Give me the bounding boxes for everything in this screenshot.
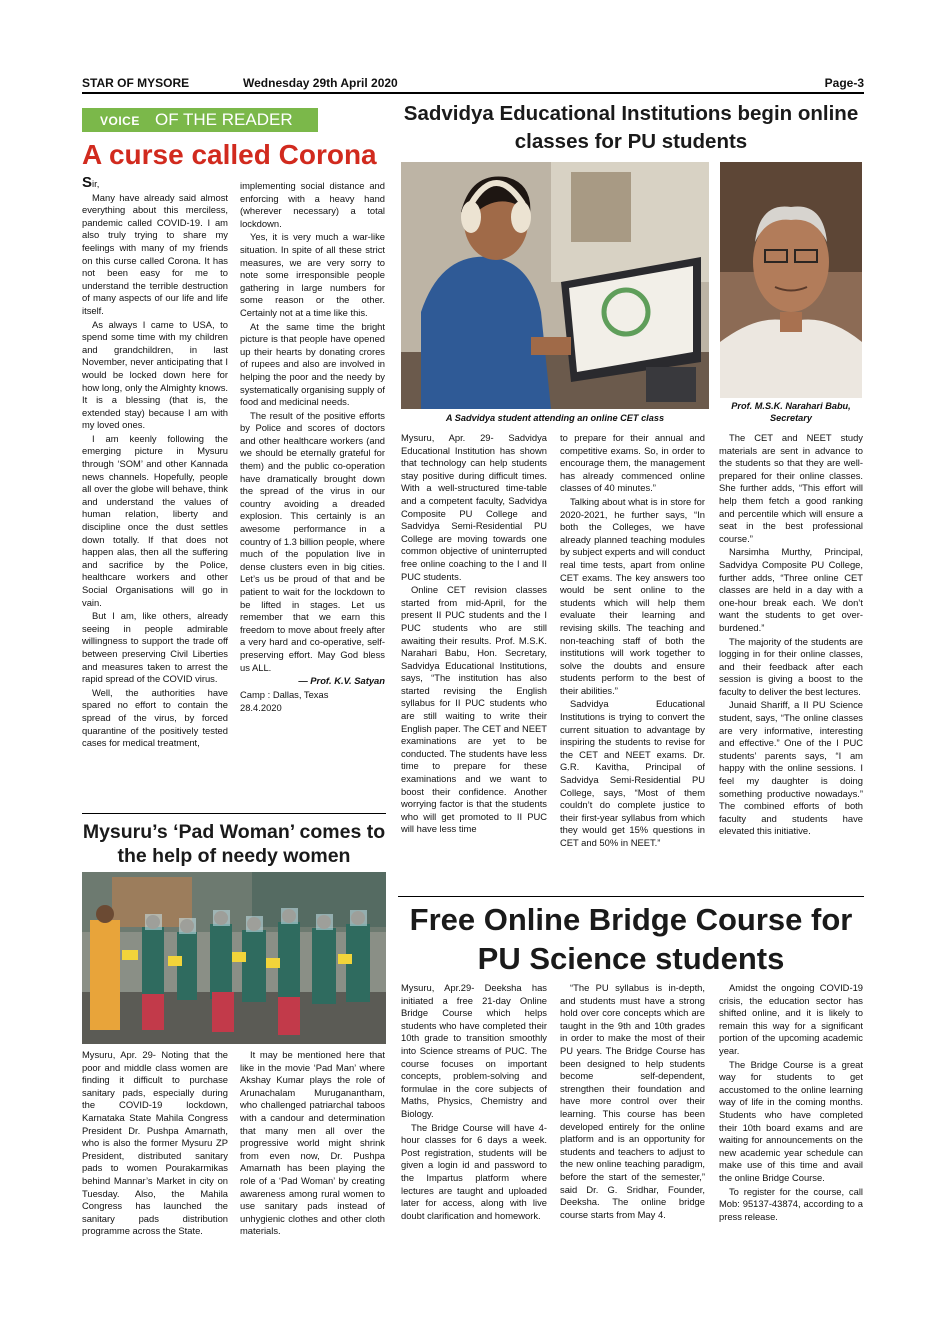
sadvidya-paragraph: Narsimha Murthy, Principal, Sadvidya Composite PU College, further adds, “Three online CET classes are held in a day with a one-hour break each. We don’t want the students to get over-burdened.” — [719, 546, 863, 633]
sadvidya-headline: Sadvidya Educational Institutions begin online classes for PU students — [403, 102, 859, 153]
padwoman-paragraph: Mysuru, Apr. 29- Noting that the poor and middle class women are finding it difficult to purchase sanitary pads, especially during the COVID-19 lockdown, Karnataka State Mahila Congress President Dr. Pushpa Amarnath, who is also the former Mysuru ZP President, distributed sanitary pads to women Pourakarmikas behind Mannar’s Market in city on Tuesday. Also, the Mahila Congress has launched the sanitary pads distribution programme across the State. — [82, 1049, 228, 1237]
voice-kicker-bar — [82, 108, 318, 132]
voice-paragraph: implementing social distance and enforcing with a heavy hand (wherever necessary) a total lockdown. — [240, 180, 385, 229]
padwoman-headline: Mysuru’s ‘Pad Woman’ comes to the help of needy women — [82, 821, 386, 867]
sadvidya-paragraph: to prepare for their annual and competitive exams. So, in order to encourage them, the management has already commenced online classes of 40 minutes.” — [560, 432, 705, 494]
voice-paragraph: The result of the positive efforts by Police and scores of doctors and other healthcare workers (and we should be eternally grateful for them) and the public co-operation have dramatically brought down the spread of the virus in our country avoiding a dreaded explosion. This certainly is an awesome performance in a country of 1.3 billion people, where much of the population live in dense clusters even in big cities. Let’s us be proud of that and be patient to wait for the lockdown to be lifted in stages. Let us remember that we earn this freedom to move about freely after a very hard and co-operative, self-preserving effort. May God bless us ALL. — [240, 409, 385, 673]
bridge-paragraph: “The PU syllabus is in-depth, and students must have a strong hold over core concepts which are taught in the 9th and 10th grades in order to make the most of their PU years. The Bridge Course has been designed to help students become self-dependent, strengthen their foundation and have more control over their learning. This course has been developed entirely for the online platform and is an opportunity for students and teachers to adjust to the new online teaching paradigm, before the start of the semester,” said Dr. G. Sridhar, Founder, Deeksha. The online bridge course starts from May 4. — [560, 982, 705, 1220]
voice-salutation — [82, 174, 228, 191]
student-photo — [401, 162, 709, 409]
voice-place: Camp : Dallas, Texas — [240, 688, 329, 700]
voice-column-2 — [240, 180, 385, 716]
bridge-headline: Free Online Bridge Course for PU Science students — [409, 902, 853, 976]
voice-kicker-rest: OF THE READER — [155, 110, 293, 129]
sadvidya-paragraph: Online CET revision classes started from mid-April, for the present II PUC students and the I PUC students who are still awaiting their results. Prof. M.S.K. Narahari Babu, Hon. Secretary, Sadvidya Educational Institutions, says, “The institution has also started revising the English syllabus for II PUC students who are still waiting to write their English paper. The CET and NEET examinations are yet to be conducted. The students have less time to prepare for these examinations and we want to boost their confidence. Another worrying factor is that the students who will get promoted to II PUC will have less time — [401, 584, 547, 835]
bridge-paragraph: Amidst the ongoing COVID-19 crisis, the education sector has shifted online, and it is likely to remain this way for a significant portion of the upcoming academic year. — [719, 982, 863, 1056]
voice-kicker-bold: VOICE — [100, 114, 140, 128]
bridge-column-2 — [560, 982, 705, 1222]
bridge-paragraph: The Bridge Course will have 4-hour classes for 6 days a week. Post registration, students will be given a login id and password to the Impartus platform where lectures are taught and uploaded later for access, along with live doubt clarification and homework. — [401, 1121, 547, 1221]
secretary-caption-role: Secretary — [770, 413, 812, 423]
sadvidya-paragraph: Mysuru, Apr. 29- Sadvidya Educational Institution has shown that technology can help students stay positive during difficult times. With a well-structured time-table and a competent faculty, Sadvidya Composite PU College and Sadvidya Semi-Residential PU College are moving towards one common objective of uninterrupted free online coaching to the I and II PUC students. — [401, 432, 547, 582]
sadvidya-column-1 — [401, 432, 547, 837]
padwoman-column-2 — [240, 1049, 385, 1239]
voice-paragraph: At the same time the bright picture is that people have opened up their hearts by donating crores of rupees and also are involved in helping the poor and the needy by systematically organising supply of food and medicinal needs. — [240, 320, 385, 408]
paper-name: STAR OF MYSORE — [82, 76, 190, 90]
voice-paragraph: I am keenly following the emerging picture in Mysuru through ‘SOM’ and other Kannada news channels. Hopefully, people all over the globe will behave, think and understand the values of human relation, liberty and discipline once the dust settles down totally. If that does not happen alas, then all the suffering and sacrifice by the Police, healthcare workers and other Social Organisations will go in vain. — [82, 432, 228, 608]
voice-paragraph: But I am, like others, already seeing in people admirable willingness to support the trade off between preserving Civil Liberties and measures taken to arrest the rapid spread of the COVID virus. — [82, 610, 228, 685]
masthead-rule — [82, 92, 864, 94]
padwoman-photo-art — [82, 872, 386, 1044]
voice-headline: A curse called Corona — [82, 139, 377, 170]
sadvidya-paragraph: The majority of the students are logging in for their online classes, and their feedback after each session is giving a boost to the faculty to deliver the best lectures. — [719, 635, 863, 697]
sadvidya-column-3 — [719, 432, 863, 839]
bridge-paragraph: The Bridge Course is a great way for students to get accustomed to the online learning way of life in the coming months. Students who have completed their 10th board exams and are waiting for announcements on the new academic year schedule can make use of this time and avail the online Bridge Course. — [719, 1058, 863, 1183]
section-divider — [82, 813, 386, 814]
bridge-paragraph: Mysuru, Apr.29- Deeksha has initiated a free 21-day Online Bridge Course which helps students who have completed their 10th grade to transition smoothly into Science streams of PUC. The course focuses on important concepts, problem-solving and formulae in the core subjects of Maths, Physics, Chemistry and Biology. — [401, 982, 547, 1119]
sadvidya-column-2 — [560, 432, 705, 851]
sadvidya-paragraph: Sadvidya Educational Institutions is trying to convert the current situation to advantage by inspiring the students to revise for the CET and NEET exams. Dr. G.R. Kavitha, Principal of Sadvidya Semi-Residential PU College, says, “Most of them couldn’t do complete justice to their first-year syllabus from which they would get 15% questions in CET and 50% in NEET.” — [560, 698, 705, 848]
student-photo-art — [401, 162, 709, 409]
voice-paragraph: Yes, it is very much a war-like situation. In spite of all these strict measures, we are very sorry to note some irresponsible people gathering in large numbers for some reason or the other. Certainly not at a time like this. — [240, 231, 385, 318]
sadvidya-paragraph: Junaid Shariff, a II PU Science student, says, “The online classes are very informative, interesting and effective.” One of the I PUC students’ parents says, “I am happy with the online sessions. I feel my daughter is doing something productive nowadays.” The combined efforts of both faculty and students have elevated this initiative. — [719, 699, 863, 837]
secretary-photo-art — [720, 162, 862, 398]
voice-paragraph: Many have already said almost everything about this merciless, pandemic called COVID-19. I am also truly trying to share my feelings with many of my friends on this curse called Corona. It has not been easy for me to understand the terrible destruction of many aspects of our life and life itself. — [82, 191, 228, 316]
voice-column-1 — [82, 174, 228, 751]
sadvidya-paragraph: Talking about what is in store for 2020-2021, he further says, “In both the Colleges, we have already planned teaching modules by subject experts and will conduct real time tests, apart from online CET exams. The key answers too would be sent online to the students which will help them evaluate their learning and revising skills. The teaching and non-teaching staff of both the institutions will work together to solve the doubts and ensure students perform to the best of their abilities.” — [560, 495, 705, 696]
student-photo-caption: A Sadvidya student attending an online CET class — [445, 413, 665, 423]
voice-salutation-text: ir, — [92, 178, 100, 189]
page-number: Page-3 — [824, 76, 864, 90]
voice-paragraph: Well, the authorities have spared no effort to contain the spread of the virus, by forced quarantine of the positively tested cases for medical treatment, — [82, 686, 228, 749]
secretary-caption-name: Prof. M.S.K. Narahari Babu, — [731, 401, 851, 411]
voice-dropcap: S — [82, 174, 93, 191]
bridge-column-1 — [401, 982, 547, 1223]
sadvidya-paragraph: The CET and NEET study materials are sent in advance to the students so that they are well-prepared for their online classes. She further adds, “This effort will help them fetch a good ranking and percentile which will ensure a seat in the best professional course.” — [719, 432, 863, 544]
padwoman-paragraph: It may be mentioned here that like in the movie ‘Pad Man’ where Akshay Kumar plays the role of Arunachalam Muruganantham, who challenged patriarchal taboos with a candour and determination that many men all over the progressive world might shrink from even now, Dr. Pushpa Amarnath has been playing the role of a ‘Pad Woman’ by creating awareness among rural women to use sanitary pads instead of unhygienic clothes and other cloth materials. — [240, 1049, 385, 1237]
padwoman-photo — [82, 872, 386, 1044]
issue-date: Wednesday 29th April 2020 — [243, 76, 398, 90]
section-divider — [398, 896, 864, 897]
voice-sign-date: 28.4.2020 — [240, 702, 282, 714]
voice-paragraph: As always I came to USA, to spend some time with my children and grandchildren, in last November, never anticipating that I would be locked down here for how long, only the Almighty knows. It is a blessing (that is, the extended stay) because I am with my loved ones. — [82, 318, 228, 431]
secretary-photo — [720, 162, 862, 398]
bridge-column-3 — [719, 982, 863, 1224]
voice-signature: — Prof. K.V. Satyan — [298, 675, 385, 687]
padwoman-column-1 — [82, 1049, 228, 1239]
secretary-caption — [716, 400, 866, 424]
bridge-paragraph: To register for the course, call Mob: 95137-43874, according to a press release. — [719, 1185, 863, 1222]
